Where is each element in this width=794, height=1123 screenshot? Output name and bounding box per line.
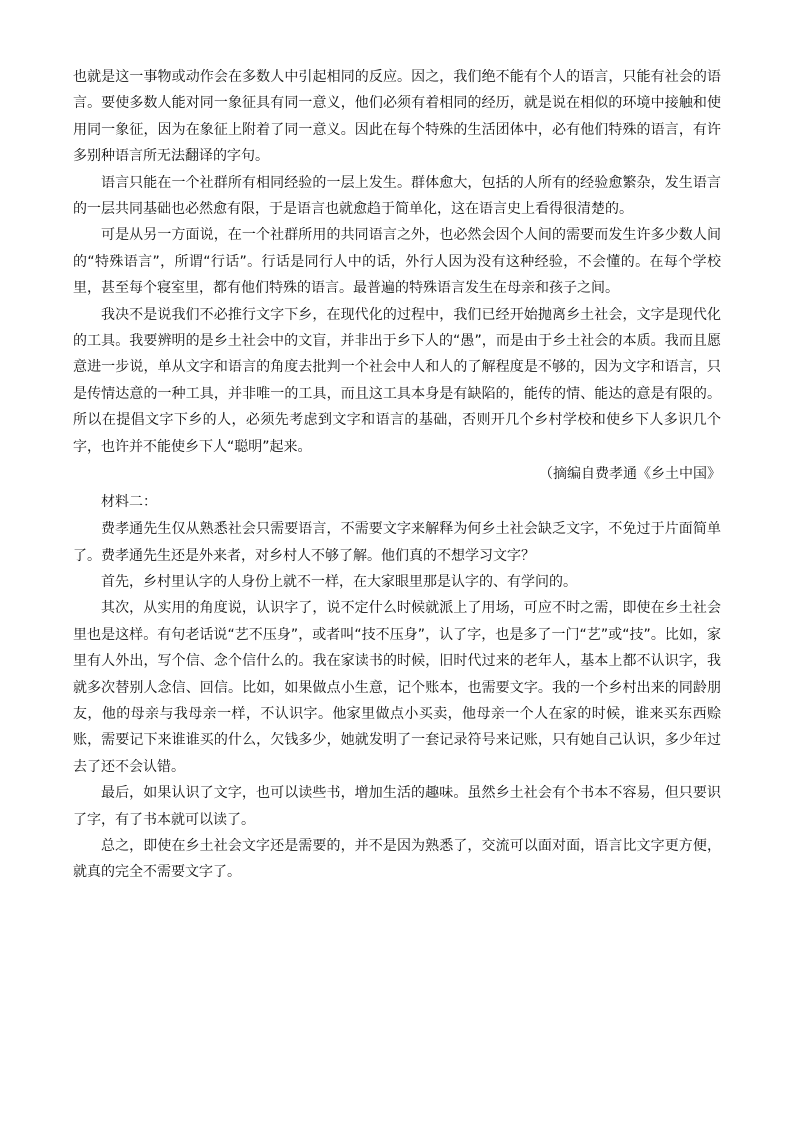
document-body — [73, 64, 721, 886]
paragraph-conclusion: 总之，即使在乡土社会文字还是需要的，并不是因为熟悉了，交流可以面对面，语言比文字更方便，就真的完全不需要文字了。 — [73, 837, 721, 881]
paragraph-first-point: 首先，乡村里认字的人身份上就不一样，在大家眼里那是认字的、有学问的。 — [101, 573, 577, 590]
paragraph-special-language: 可是从另一方面说，在一个社群所用的共同语言之外，也必然会因个人间的需要而发生许多少数人间的“特殊语言”，所谓“行话”。行话是同行人中的话，外行人因为没有这种经验，不会懂的。在每个学校里，甚至每个寝室里，都有他们特殊的语言。最普遍的特殊语言发生在母亲和孩子之间。 — [73, 227, 721, 297]
paragraph-third-point: 最后，如果认识了文字，也可以读些书，增加生活的趣味。虽然乡土社会有个书本不容易，但只要识了字，有了书本就可以读了。 — [73, 785, 721, 828]
paragraph-second-point: 其次，从实用的角度说，认识字了，说不定什么时候就派上了用场，可应不时之需，即使在乡土社会里也是这样。有句老话说“艺不压身”，或者叫“技不压身”，认了字，也是多了一门“艺”或“技”。比如，家里有人外出，写个信、念个信什么的。我在家读书的时候，旧时代过来的老年人，基本上都不认识字，我就多次替别人念信、回信。比如，如果做点小生意，记个账本，也需要文字。我的一个乡村出来的同龄朋友，他的母亲与我母亲一样，不认识字。他家里做点小买卖，他母亲一个人在家的时候，谁来买东西赊账，需要记下来谁谁买的什么，欠钱多少，她就发明了一套记录符号来记账，只有她自己认识，多少年过去了还不会认错。 — [73, 600, 721, 775]
paragraph-language-layer: 语言只能在一个社群所有相同经验的一层上发生。群体愈大，包括的人所有的经验愈繁杂，发生语言的一层共同基础也必然愈有限，于是语言也就愈趋于简单化，这在语言史上看得很清楚的。 — [73, 174, 721, 218]
material-two-label: 材料二： — [101, 494, 157, 511]
paragraph-critique: 费孝通先生仅从熟悉社会只需要语言，不需要文字来解释为何乡土社会缺乏文字，不免过于片面简单了。费孝通先生还是外来者，对乡村人不够了解。他们真的不想学习文字？ — [73, 521, 721, 564]
paragraph-literacy-argument: 我决不是说我们不必推行文字下乡，在现代化的过程中，我们已经开始抛离乡土社会，文字是现代化的工具。我要辨明的是乡土社会中的文盲，并非出于乡下人的“愚”，而是由于乡土社会的本质。我而且愿意进一步说，单从文字和语言的角度去批判一个社会中人和人的了解程度是不够的，因为文字和语言，只是传情达意的一种工具，并非唯一的工具，而且这工具本身是有缺陷的，能传的情、能达的意是有限的。所以在提倡文字下乡的人，必须先考虑到文字和语言的基础，否则开几个乡村学校和使乡下人多识几个字，也许并不能使乡下人“聪明”起来。 — [73, 306, 721, 455]
paragraph-continuation: 也就是这一事物或动作会在多数人中引起相同的反应。因之，我们绝不能有个人的语言，只能有社会的语言。要使多数人能对同一象征具有同一意义，他们必须有着相同的经历，就是说在相似的环境中接触和使用同一象征，因为在象征上附着了同一意义。因此在每个特殊的生活团体中，必有他们特殊的语言，有许多别种语言所无法翻译的字句。 — [73, 69, 721, 165]
source-citation: （摘编自费孝通《乡土中国》 — [539, 466, 721, 483]
